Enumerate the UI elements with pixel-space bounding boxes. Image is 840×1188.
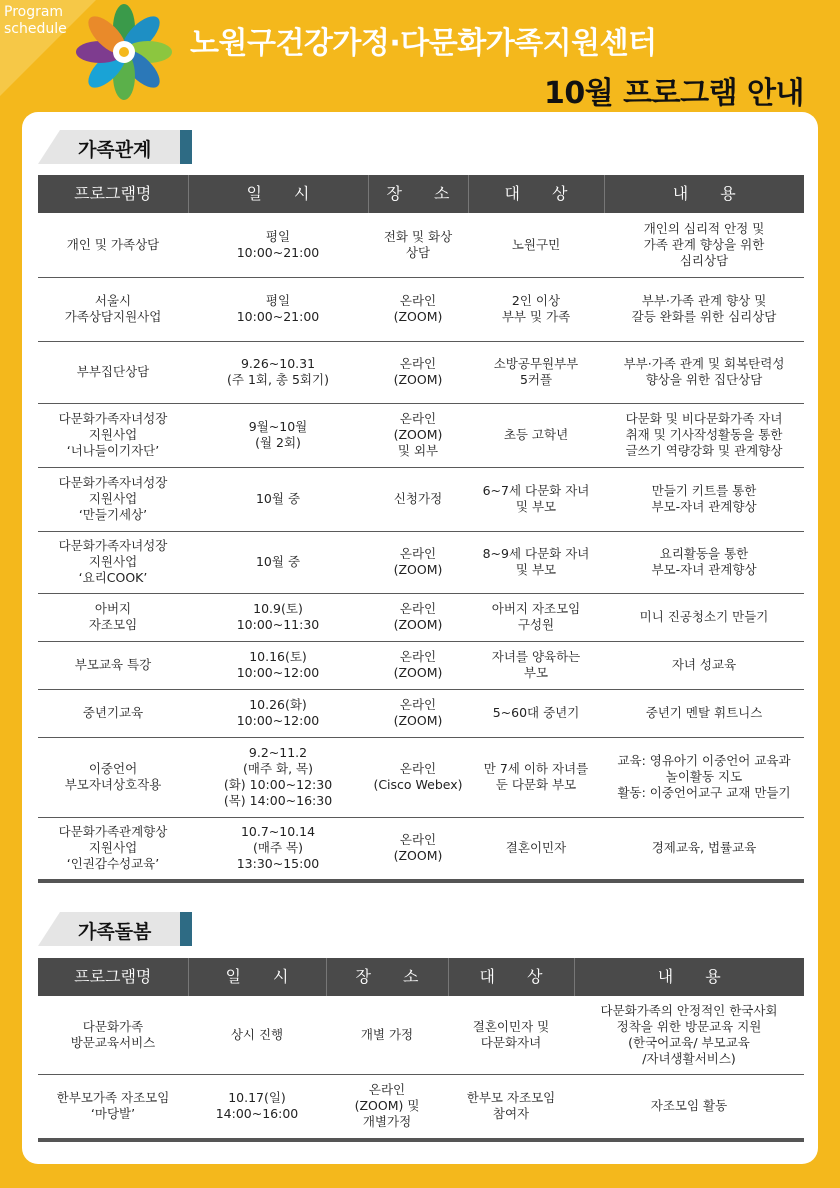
program-name-cell: 부부집단상담 [38,341,188,403]
content-cell: 다문화 및 비다문화가족 자녀 취재 및 기사작성활동을 통한 글쓰기 역량강화 및 관계향상 [604,403,804,467]
table-row [38,277,804,341]
target-cell: 초등 고학년 [468,403,604,467]
program-name-cell: 아버지 자조모임 [38,593,188,641]
content-panel [22,112,818,1164]
target-cell: 노원구민 [468,213,604,277]
schedule-cell: 평일 10:00~21:00 [188,213,368,277]
content-cell: 중년기 멘탈 휘트니스 [604,689,804,737]
corner-label [4,4,67,38]
page-subtitle: 10월 프로그램 안내 [544,76,804,111]
location-cell: 온라인 (ZOOM) 및 외부 [368,403,468,467]
target-cell: 한부모 자조모임 참여자 [448,1074,574,1140]
section-title: 가족돌봄 [78,921,152,943]
location-cell: 온라인 (ZOOM) [368,341,468,403]
program-name-cell: 다문화가족 방문교육서비스 [38,996,188,1074]
column-header: 내 용 [604,175,804,213]
schedule-cell: 9월~10월 (월 2회) [188,403,368,467]
schedule-cell: 9.2~11.2 (매주 화, 목) (화) 10:00~12:30 (목) 14:00~16:30 [188,737,368,817]
program-name-cell: 다문화가족자녀성장 지원사업 ‘너나들이기자단’ [38,403,188,467]
table-row [38,1074,804,1140]
target-cell: 2인 이상 부부 및 가족 [468,277,604,341]
content-cell: 미니 진공청소기 만들기 [604,593,804,641]
schedule-cell: 상시 진행 [188,996,326,1074]
column-header: 대 상 [448,958,574,996]
section-heading-family-relations [38,130,194,164]
schedule-cell: 9.26~10.31 (주 1회, 총 5회기) [188,341,368,403]
column-header: 일 시 [188,175,368,213]
program-name-cell: 이중언어 부모자녀상호작용 [38,737,188,817]
schedule-cell: 평일 10:00~21:00 [188,277,368,341]
program-name-cell: 다문화가족자녀성장 지원사업 ‘요리COOK’ [38,531,188,593]
program-name-cell: 다문화가족관계향상 지원사업 ‘인권감수성교육’ [38,817,188,881]
content-cell: 부부·가족 관계 및 회복탄력성 향상을 위한 집단상담 [604,341,804,403]
table-header-row [38,175,804,213]
schedule-cell: 10.9(토) 10:00~11:30 [188,593,368,641]
program-name-cell: 부모교육 특강 [38,641,188,689]
location-cell: 개별 가정 [326,996,448,1074]
schedule-cell: 10.26(화) 10:00~12:00 [188,689,368,737]
table-row [38,737,804,817]
content-cell: 자녀 성교육 [604,641,804,689]
column-header: 일 시 [188,958,326,996]
schedule-cell: 10.7~10.14 (매주 목) 13:30~15:00 [188,817,368,881]
column-header: 장 소 [326,958,448,996]
column-header: 장 소 [368,175,468,213]
table-row [38,593,804,641]
schedule-cell: 10.16(토) 10:00~12:00 [188,641,368,689]
target-cell: 만 7세 이하 자녀를 둔 다문화 부모 [468,737,604,817]
content-cell: 부부·가족 관계 향상 및 갈등 완화를 위한 심리상담 [604,277,804,341]
location-cell: 신청가정 [368,467,468,531]
location-cell: 온라인 (ZOOM) [368,689,468,737]
target-cell: 아버지 자조모임 구성원 [468,593,604,641]
target-cell: 6~7세 다문화 자녀 및 부모 [468,467,604,531]
program-name-cell: 개인 및 가족상담 [38,213,188,277]
page-title: 노원구건강가정·다문화가족지원센터 [190,26,657,61]
schedule-cell: 10.17(일) 14:00~16:00 [188,1074,326,1140]
location-cell: 온라인 (ZOOM) [368,641,468,689]
content-cell: 개인의 심리적 안정 및 가족 관계 향상을 위한 심리상담 [604,213,804,277]
corner-label-line2: schedule [4,21,67,37]
content-cell: 요리활동을 통한 부모-자녀 관계향상 [604,531,804,593]
location-cell: 온라인 (ZOOM) [368,593,468,641]
schedule-cell: 10월 중 [188,467,368,531]
target-cell: 5~60대 중년기 [468,689,604,737]
target-cell: 소방공무원부부 5커플 [468,341,604,403]
table-row [38,531,804,593]
location-cell: 전화 및 화상 상담 [368,213,468,277]
location-cell: 온라인 (ZOOM) 및 개별가정 [326,1074,448,1140]
content-cell: 다문화가족의 안정적인 한국사회 정착을 위한 방문교육 지원 (한국어교육/ 부모교육 /자녀생활서비스) [574,996,804,1074]
program-name-cell: 한부모가족 자조모임 ‘마당발’ [38,1074,188,1140]
column-header: 대 상 [468,175,604,213]
location-cell: 온라인 (ZOOM) [368,277,468,341]
table-row [38,817,804,881]
program-table-family-care [38,958,804,1142]
target-cell: 결혼이민자 [468,817,604,881]
content-cell: 자조모임 활동 [574,1074,804,1140]
program-name-cell: 다문화가족자녀성장 지원사업 ‘만들기세상’ [38,467,188,531]
corner-label-line1: Program [4,4,64,20]
program-table-family-relations [38,175,804,883]
location-cell: 온라인 (ZOOM) [368,817,468,881]
column-header: 프로그램명 [38,175,188,213]
program-name-cell: 서울시 가족상담지원사업 [38,277,188,341]
location-cell: 온라인 (Cisco Webex) [368,737,468,817]
target-cell: 결혼이민자 및 다문화자녀 [448,996,574,1074]
target-cell: 8~9세 다문화 자녀 및 부모 [468,531,604,593]
content-cell: 만들기 키트를 통한 부모-자녀 관계향상 [604,467,804,531]
content-cell: 교육: 영유아기 이중언어 교육과 놀이활동 지도 활동: 이중언어교구 교재 만들기 [604,737,804,817]
program-name-cell: 중년기교육 [38,689,188,737]
table-row [38,341,804,403]
section-title: 가족관계 [78,139,152,161]
content-cell: 경제교육, 법률교육 [604,817,804,881]
table-row [38,689,804,737]
table-row [38,467,804,531]
column-header: 내 용 [574,958,804,996]
table-row [38,996,804,1074]
table-row [38,213,804,277]
section-heading-family-care [38,912,194,946]
target-cell: 자녀를 양육하는 부모 [468,641,604,689]
location-cell: 온라인 (ZOOM) [368,531,468,593]
table-header-row [38,958,804,996]
table-row [38,403,804,467]
pinwheel-logo-icon [68,4,180,100]
column-header: 프로그램명 [38,958,188,996]
table-row [38,641,804,689]
schedule-cell: 10월 중 [188,531,368,593]
